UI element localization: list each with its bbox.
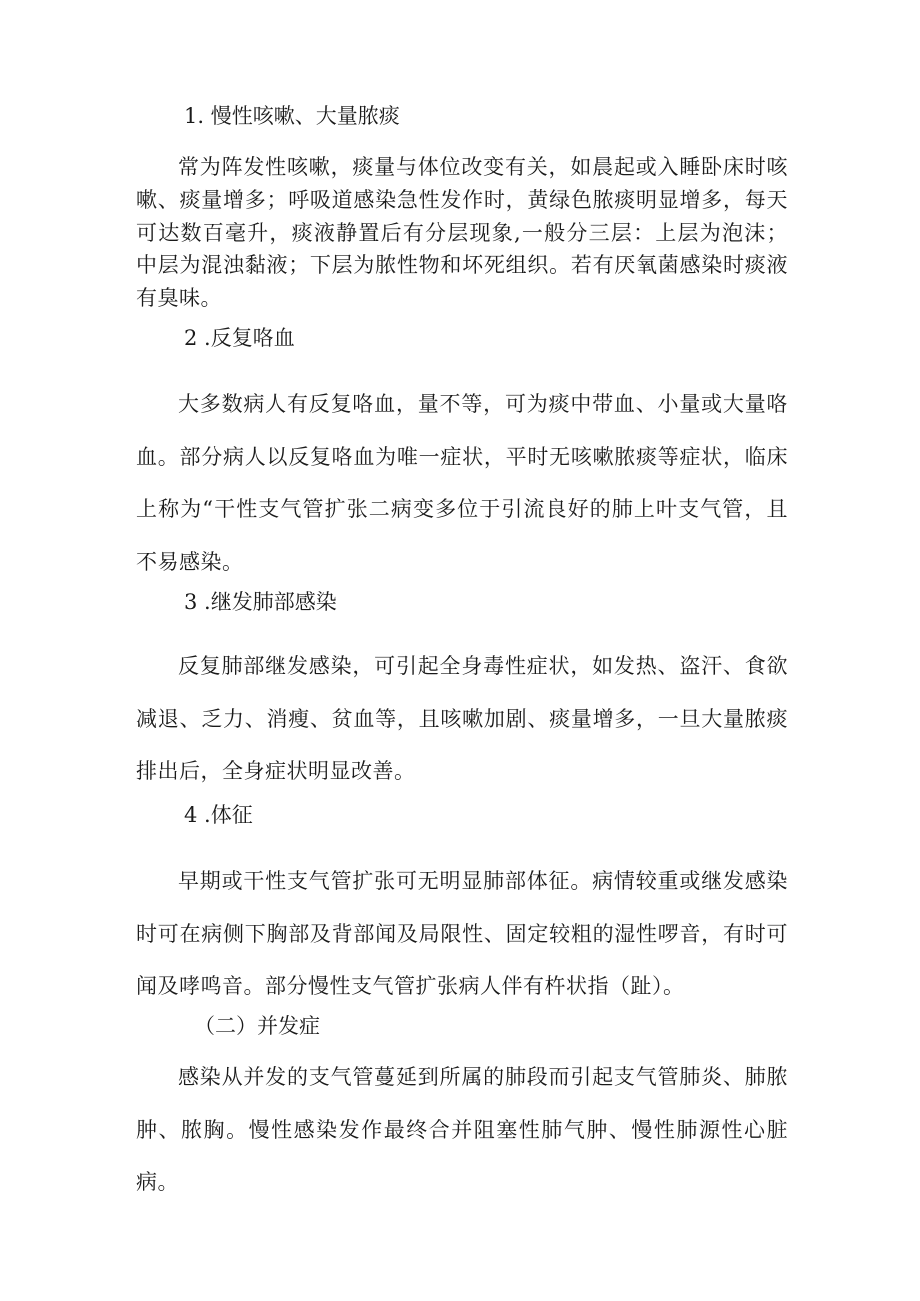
section-heading-1: 1. 慢性咳嗽、大量脓痰: [184, 104, 400, 128]
section-body-3: 反复肺部继发感染，可引起全身毒性症状，如发热、盗汗、食欲减退、乏力、消瘦、贫血等，且咳嗽加剧、痰量增多，一旦大量脓痰排出后，全身症状明显改善。: [136, 654, 788, 783]
section-body-4: 早期或干性支气管扩张可无明显肺部体征。病情较重或继发感染时可在病侧下胸部及背部闻及局限性、固定较粗的湿性啰音，有时可闻及哮鸣音。部分慢性支气管扩张病人伴有杵状指（趾）。: [136, 869, 788, 998]
section-body-2: 大多数病人有反复咯血，量不等，可为痰中带血、小量或大量咯血。部分病人以反复咯血为唯一症状，平时无咳嗽脓痰等症状，临床上称为“干性支气管扩张二病变多位于引流良好的肺上叶支气管，且不易感染。: [136, 392, 788, 574]
section-heading-4: 4 .体征: [184, 803, 253, 827]
section-heading-complications: （二）并发症: [194, 1014, 320, 1038]
section-body-complications: 感染从并发的支气管蔓延到所属的肺段而引起支气管肺炎、肺脓肿、脓胸。慢性感染发作最终合并阻塞性肺气肿、慢性肺源性心脏病。: [136, 1065, 788, 1194]
section-body-1: 常为阵发性咳嗽，痰量与体位改变有关，如晨起或入睡卧床时咳嗽、痰量增多；呼吸道感染急性发作时，黄绿色脓痰明显增多，每天可达数百毫升，痰液静置后有分层现象,一般分三层：上层为泡沫；中层为混浊黏液；下层为脓性物和坏死组织。若有厌氧菌感染时痰液有臭味。: [136, 155, 788, 311]
section-heading-2: 2 .反复咯血: [184, 326, 295, 350]
section-heading-3: 3 .继发肺部感染: [184, 590, 337, 614]
